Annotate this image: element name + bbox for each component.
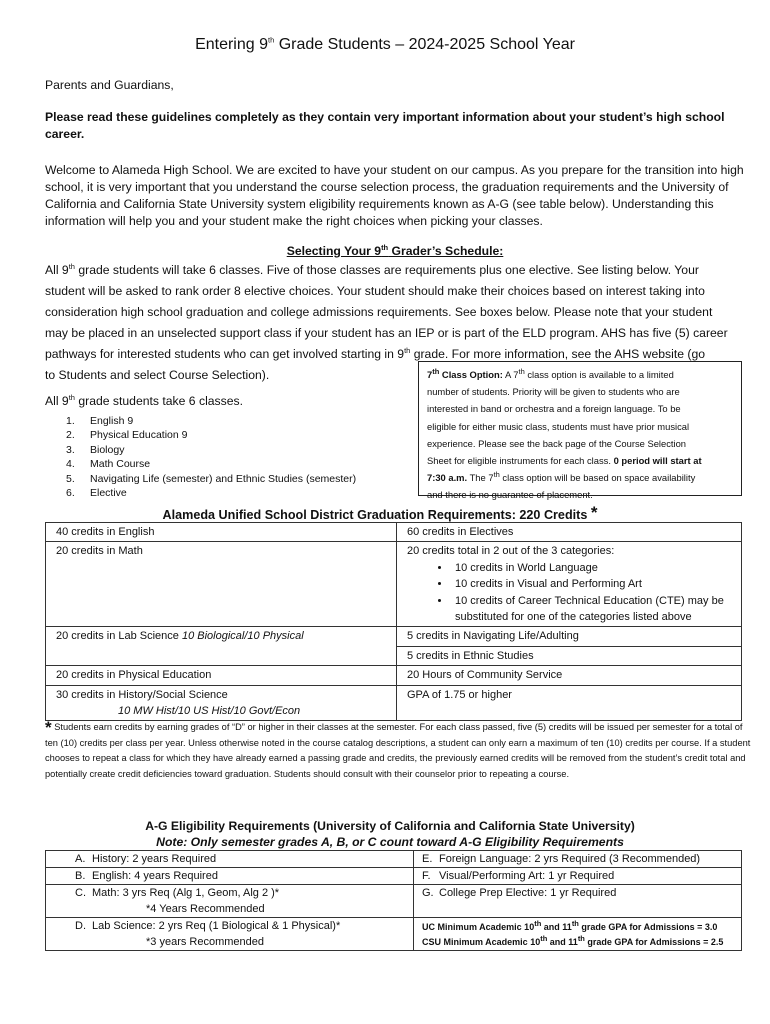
table-row: 30 credits in History/Social Science 10 MW Hist/10 US Hist/10 Govt/Econ GPA of 1.75 or higher [46,685,742,721]
list-item: 6. Elective [66,487,127,500]
salutation: Parents and Guardians, [45,78,174,92]
table-row: A. History: 2 years Required E. Foreign Language: 2 yrs Required (3 Recommended) [46,851,742,868]
graduation-table [45,522,742,721]
table-row: 20 credits in Math 20 credits total in 2 out of the 3 categories: • 10 credits in World Language • 10 credits in Visual and Performing Art • 10 credits of Career Technical Education (CTE) may be substituted for one of the categories listed above [46,542,742,627]
list-item: 4. Math Course [66,458,151,471]
list-item: 5. Navigating Life (semester) and Ethnic Studies (semester) [66,472,357,485]
class-list [66,414,356,500]
ag-heading: A-G Eligibility Requirements (University of California and California State University) Note: Only semester grades A, B, or C count toward A-G Eligibility Requirements [0,818,770,850]
table-row: 40 credits in English 60 credits in Electives [46,523,742,542]
csu-gpa: CSU Minimum Academic 10th and 11th grade GPA for Admissions = 2.5 [422,933,724,947]
ag-table [45,850,742,951]
ag-note: Note: Only semester grades A, B, or C count toward A-G Eligibility Requirements [156,835,624,849]
seventh-period-box: 7th Class Option: A 7th class option is available to a limited number of students. Priority will be given to students who are interested in band or orchestra and a foreign language. To be eligible for either music class, students must have prior musical experience. Please see the back page of the Course Selection Sheet for eligible instruments for each class. 0 period will start at 7:30 a.m. The 7th class option will be based on space availability and there is no guarantee of placement. [418,361,742,496]
elective-categories-list: • 10 credits in World Language • 10 credits in Visual and Performing Art • 10 credits of Career Technical Education (CTE) may be [407,560,737,609]
page-title: Entering 9th Grade Students – 2024-2025 School Year [195,35,575,53]
graduation-heading: Alameda Unified School District Graduation Requirements: 220 Credits * [162,503,598,522]
table-row: 5 credits in Ethnic Studies [46,646,742,665]
list-item: 2. Physical Education 9 [66,429,188,442]
important-notice: Please read these guidelines completely as they contain very important information about your student’s high school career. [45,110,725,141]
table-row: D. Lab Science: 2 yrs Req (1 Biological & 1 Physical)* *3 years Recommended UC Minimum Academic 10th and 11th grade GPA for Admissions = 3.0 CSU Minimum Academic 10th and 11th grade GPA for Admissions = 2.5 [46,918,742,951]
table-row: 20 credits in Physical Education 20 Hours of Community Service [46,666,742,685]
list-item: 3. Biology [66,443,125,456]
credits-footnote: * Students earn credits by earning grades of “D” or higher in their classes at the semester. For each class passed, five (5) credits will be issued per semester for a total of ten (10) credits per class per year. Unless otherwise noted in the course catalog descriptions, a student can only earn a maximum of ten (10) credits per course. If a student chooses to repeat a class for which they have already earned a passing grade and credits, the previously earned credits will be removed from the student’s credit total and potentially create credit deficiencies toward graduation. Students should consult with their counselor prior to repeating a course. [45,718,751,779]
ahs-website-link[interactable]: AHS website [614,347,685,361]
list-item: 1. English 9 [66,415,134,427]
welcome-paragraph: Welcome to Alameda High School. We are excited to have your student on our campus. As you prepare for the transition into high school, it is very important that you understand the course selection process, the graduation requirements and the University of California and California State University system eligibility requirements known as A-G (see table below). Understanding this information will help you and your student make the right choices when picking your classes. [45,163,744,228]
table-row: C. Math: 3 yrs Req (Alg 1, Geom, Alg 2 )* *4 Years Recommended G. College Prep Elective: 1 yr Required [46,885,742,918]
schedule-heading: Selecting Your 9th Grader’s Schedule: [286,242,504,258]
schedule-paragraph: All 9th grade students will take 6 classes. Five of those classes are requirements plus one elective. See listing below. Your student will be asked to rank order 8 elective choices. Your student should make their choices based on interest taking into consideration high school graduation and college admissions requirements. See boxes below. Please note that your student may be placed in an unselected support class if your student has an IEP or is part of the ELD program. AHS has five (5) career pathways for interested students who can get involved starting in 9th grade. For more information, see the AHS website (go to Students and select Course Selection). [45,261,728,382]
classes-intro: All 9th grade students take 6 classes. [45,392,243,408]
uc-gpa: UC Minimum Academic 10th and 11th grade GPA for Admissions = 3.0 [422,919,718,932]
table-row: B. English: 4 years Required F. Visual/Performing Art: 1 yr Required [46,868,742,885]
table-row: 20 credits in Lab Science 10 Biological/10 Physical 5 credits in Navigating Life/Adulting [46,627,742,646]
